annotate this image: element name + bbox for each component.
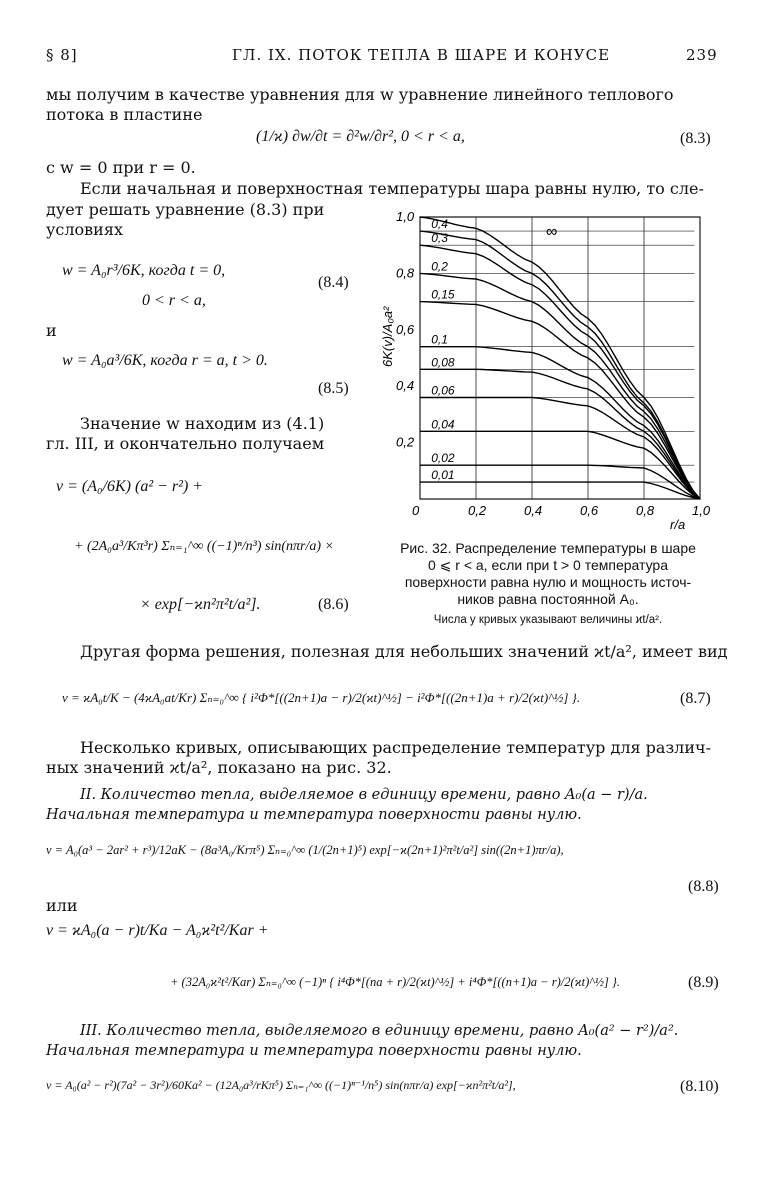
conjunction: и xyxy=(46,321,57,340)
curve-0-15 xyxy=(420,302,700,499)
paragraph-line: Если начальная и поверхностная температуры шара равны нулю, то сле- xyxy=(80,179,704,198)
page-number: 239 xyxy=(686,46,718,64)
curve-label: 0,02 xyxy=(431,451,455,466)
paragraph-line: Другая форма решения, полезная для небольших значений ϰt/a², имеет вид xyxy=(80,642,728,661)
equation-8-6-line3: × exp[−ϰn²π²t/a²]. xyxy=(140,596,261,613)
curve-label: 0,2 xyxy=(431,259,448,274)
equation-8-4-line2: 0 < r < a, xyxy=(142,292,206,309)
figure-caption-line: 0 ⩽ r < a, если при t > 0 температура xyxy=(427,557,669,573)
y-tick-label: 0,8 xyxy=(396,265,415,281)
curve-∞ xyxy=(420,217,700,499)
equation-8-3: (1/ϰ) ∂w/∂t = ∂²w/∂r², 0 < r < a, xyxy=(256,128,465,145)
curve-label: 0,15 xyxy=(431,287,455,302)
running-title: ГЛ. IX. ПОТОК ТЕПЛА В ШАРЕ И КОНУСЕ xyxy=(232,46,611,64)
equation-number: (8.8) xyxy=(688,878,719,895)
curve-label: 0,1 xyxy=(431,332,448,347)
curve-0-01 xyxy=(420,482,700,499)
temperature-distribution-chart xyxy=(360,205,720,535)
curve-label: ∞ xyxy=(546,223,558,241)
x-tick-label: 0,4 xyxy=(524,503,543,518)
equation-number: (8.4) xyxy=(318,274,349,291)
equation-8-7: v = ϰA₀t/K − (4ϰA₀at/Kr) Σₙ₌₀^∞ { i²Φ*[((2n+1)a − r)/2(ϰt)^½] − i²Φ*[((2n+1)a + r)/2(ϰt)^½] }. xyxy=(62,690,581,705)
equation-number: (8.5) xyxy=(318,380,349,397)
equation-number: (8.9) xyxy=(688,974,719,991)
curve-label: 0,4 xyxy=(431,217,448,232)
y-axis-label: 6K(v)/A₀a² xyxy=(380,306,395,367)
equation-8-4-line1: w = A₀r³/6K, когда t = 0, xyxy=(62,262,226,279)
paragraph-line: мы получим в качестве уравнения для w уравнение линейного теплового xyxy=(46,85,674,104)
x-tick-label: 0 xyxy=(412,503,420,518)
equation-8-9-line2: + (32A₀ϰ²t²/Kar) Σₙ₌₀^∞ (−1)ⁿ { i⁴Φ*[(na + r)/2(ϰt)^½] + i⁴Φ*[((n+1)a − r)/2(ϰt)^½] }. xyxy=(170,975,621,989)
figure-caption-line: ников равна постоянной A₀. xyxy=(457,591,639,607)
curve-label: 0,04 xyxy=(431,417,455,432)
equation-number: (8.10) xyxy=(680,1078,719,1095)
x-tick-label: 0,2 xyxy=(468,503,487,518)
plot-frame xyxy=(420,217,700,499)
y-tick-label: 0,6 xyxy=(396,321,415,337)
x-tick-label: 1,0 xyxy=(692,503,711,518)
equation-8-10: v = A₀(a² − r²)(7a² − 3r²)/60Ka² − (12A₀a³/rKπ⁵) Σₙ₌₁^∞ ((−1)ⁿ⁻¹/n⁵) sin(nπr/a) exp[−ϰn²π²t/a²], xyxy=(46,1078,516,1092)
chart-curves xyxy=(420,217,700,499)
section-mark: § 8] xyxy=(46,46,78,64)
equation-8-6-line2: + (2A₀a³/Kπ³r) Σₙ₌₁^∞ ((−1)ⁿ/n³) sin(nπr/a) × xyxy=(74,539,334,554)
paragraph-line: гл. III, и окончательно получаем xyxy=(46,434,325,453)
curve-label: 0,01 xyxy=(431,468,455,483)
conjunction: или xyxy=(46,896,78,915)
figure-note: Числа у кривых указывают величины ϰt/a². xyxy=(433,614,663,626)
equation-8-9-line1: v = ϰA₀(a − r)t/Ka − A₀ϰ²t²/Kar + xyxy=(46,922,269,939)
y-tick-label: 0,4 xyxy=(396,378,415,394)
curve-label: 0,08 xyxy=(431,355,455,370)
curve-label: 0,3 xyxy=(431,231,448,246)
paragraph-line: с w = 0 при r = 0. xyxy=(46,158,196,177)
equation-number: (8.3) xyxy=(680,130,711,147)
x-tick-label: 0,8 xyxy=(636,503,655,518)
x-axis-label: r/a xyxy=(670,517,686,532)
paragraph-line: дует решать уравнение (8.3) при xyxy=(46,200,325,219)
curve-0-3 xyxy=(420,245,700,499)
figure-caption-line: поверхности равна нулю и мощность источ- xyxy=(404,574,692,590)
chart-grid xyxy=(420,217,700,499)
chart-labels xyxy=(431,217,557,482)
y-tick-label: 0,2 xyxy=(396,434,415,450)
paragraph-line: потока в пластине xyxy=(46,105,203,124)
equation-number: (8.6) xyxy=(318,596,349,613)
curve-0-06 xyxy=(420,398,700,500)
paragraph-line: ных значений ϰt/a², показано на рис. 32. xyxy=(46,758,392,777)
case-heading: II. Количество тепла, выделяемое в единицу времени, равно A₀(a − r)/a. xyxy=(80,787,648,803)
paragraph-line: Значение w находим из (4.1) xyxy=(80,414,325,433)
equation-8-5: w = A₀a³/6K, когда r = a, t > 0. xyxy=(62,352,268,369)
case-heading: Начальная температура и температура поверхности равны нулю. xyxy=(46,1043,582,1059)
x-tick-label: 0,6 xyxy=(580,503,599,518)
equation-number: (8.7) xyxy=(680,690,711,707)
case-heading: III. Количество тепла, выделяемого в единицу времени, равно A₀(a² − r²)/a². xyxy=(80,1023,679,1039)
equation-8-6-line1: v = (A₀/6K) (a² − r²) + xyxy=(56,478,204,495)
paragraph-line: условиях xyxy=(46,220,123,239)
paragraph-line: Несколько кривых, описывающих распределение температур для различ- xyxy=(80,738,711,757)
y-tick-label: 1,0 xyxy=(396,209,415,224)
curve-label: 0,06 xyxy=(431,383,455,398)
equation-8-8: v = A₀(a³ − 2ar² + r³)/12aK − (8a³A₀/Krπ⁵) Σₙ₌₀^∞ (1/(2n+1)⁵) exp[−ϰ(2n+1)²π²t/a²] sin((2n+1)πr/a), xyxy=(46,843,564,857)
case-heading: Начальная температура и температура поверхности равны нулю. xyxy=(46,807,582,823)
figure-caption-line: Рис. 32. Распределение температуры в шаре xyxy=(400,540,696,556)
